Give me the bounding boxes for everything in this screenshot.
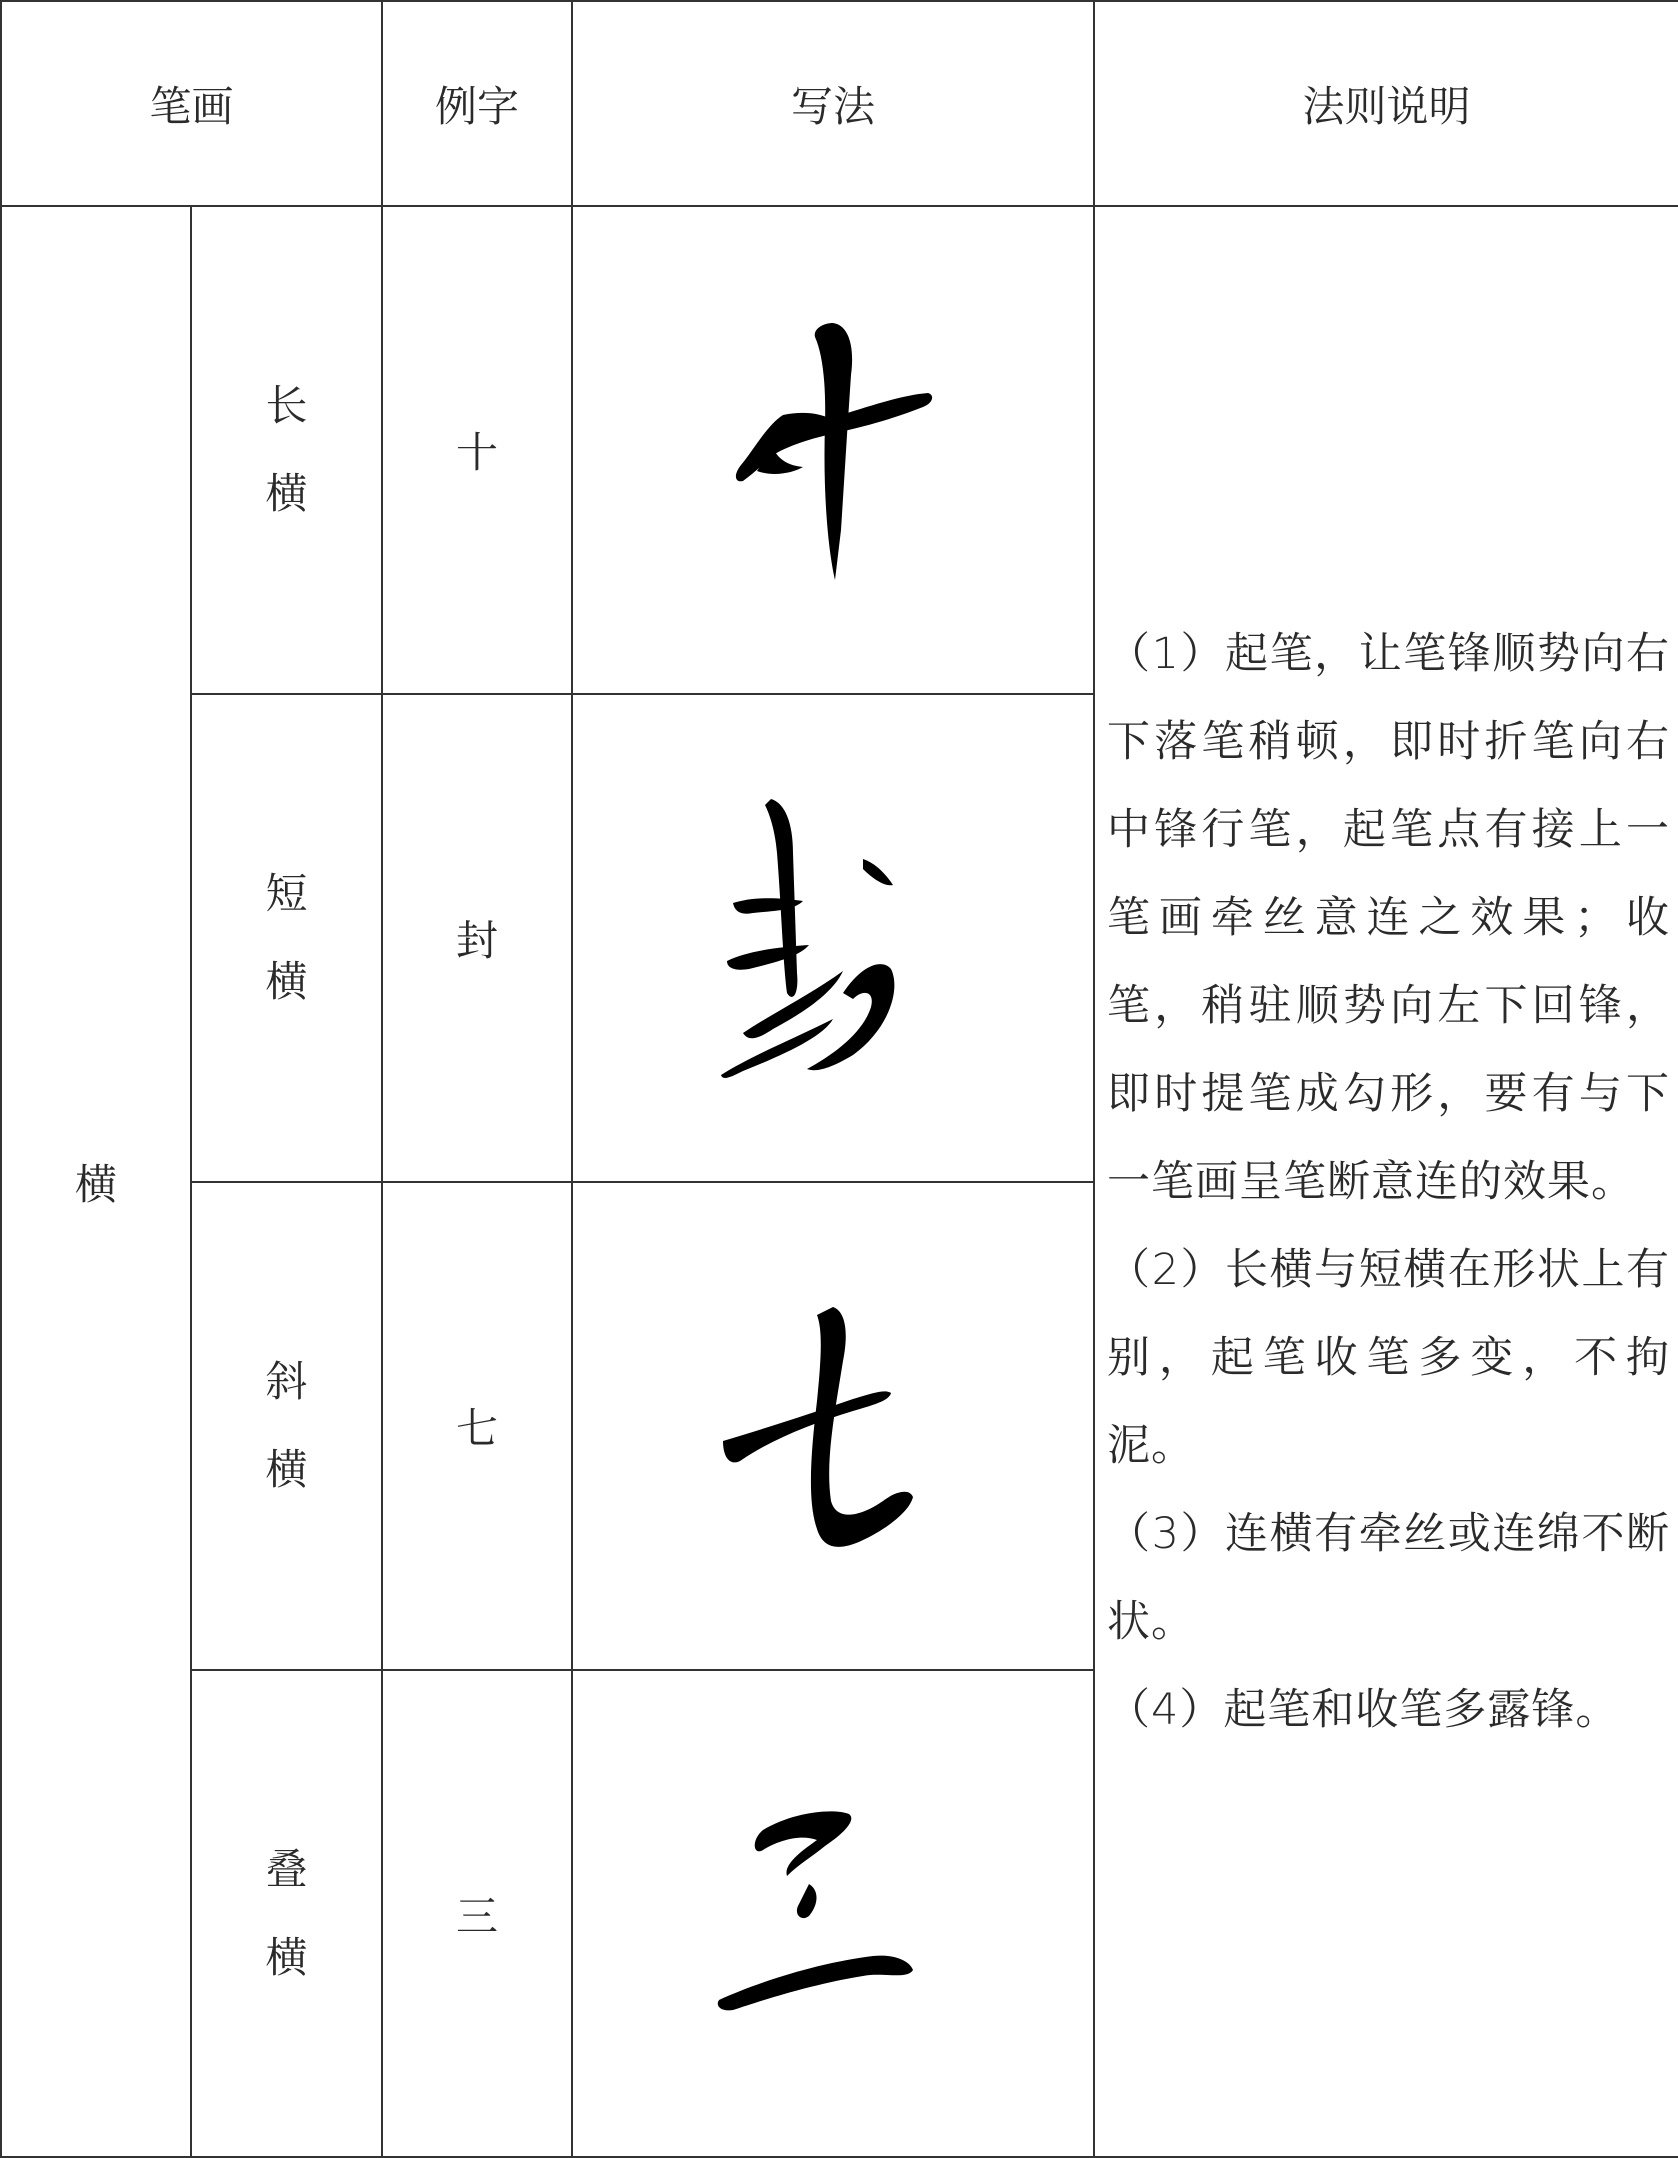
category-cell: 横 (1, 206, 191, 2157)
stroke-name-char: 短 (265, 869, 308, 918)
stroke-name-char: 叠 (265, 1844, 308, 1894)
rule-text: （2）长横与短横在形状上有别，起笔收笔多变，不拘泥。 (1107, 1244, 1671, 1471)
table-row (1, 206, 1678, 694)
calligraphy-feng-glyph (713, 793, 953, 1083)
header-example: 例字 (382, 1, 572, 206)
stroke-name-cell (191, 694, 382, 1182)
stroke-name-char: 横 (265, 957, 308, 1006)
calligraphy-qi-glyph (713, 1301, 953, 1551)
stroke-name-cell (191, 206, 382, 694)
rule-text: （3）连横有牵丝或连绵不断状。 (1107, 1508, 1671, 1647)
header-row (1, 1, 1678, 206)
example-char: 七 (382, 1182, 572, 1670)
rule-text: （4）起笔和收笔多露锋。 (1107, 1684, 1620, 1735)
stroke-name-char: 斜 (265, 1357, 308, 1406)
header-rules: 法则说明 (1094, 1, 1678, 206)
example-char: 封 (382, 694, 572, 1182)
stroke-name-char: 横 (265, 1932, 308, 1982)
example-char: 三 (382, 1670, 572, 2157)
calligraphy-san-glyph (713, 1804, 953, 2024)
stroke-name-char: 长 (265, 381, 308, 430)
rule-text: （1）起笔，让笔锋顺势向右下落笔稍顿，即时折笔向右中锋行笔，起笔点有接上一笔画牵丝意连之效果；收笔，稍驻顺势向左下回锋，即时提笔成勾形，要有与下一笔画呈笔断意连的效果。 (1107, 628, 1671, 1207)
stroke-name-cell (191, 1670, 382, 2157)
writing-cell (572, 1670, 1094, 2157)
rules-cell (1094, 206, 1678, 2157)
stroke-name-char: 横 (265, 469, 308, 518)
example-char: 十 (382, 206, 572, 694)
header-stroke: 笔画 (1, 1, 382, 206)
calligraphy-shi-glyph (723, 315, 943, 585)
writing-cell (572, 1182, 1094, 1670)
header-writing: 写法 (572, 1, 1094, 206)
writing-cell (572, 694, 1094, 1182)
stroke-name-cell (191, 1182, 382, 1670)
writing-cell (572, 206, 1094, 694)
stroke-name-char: 横 (265, 1445, 308, 1494)
